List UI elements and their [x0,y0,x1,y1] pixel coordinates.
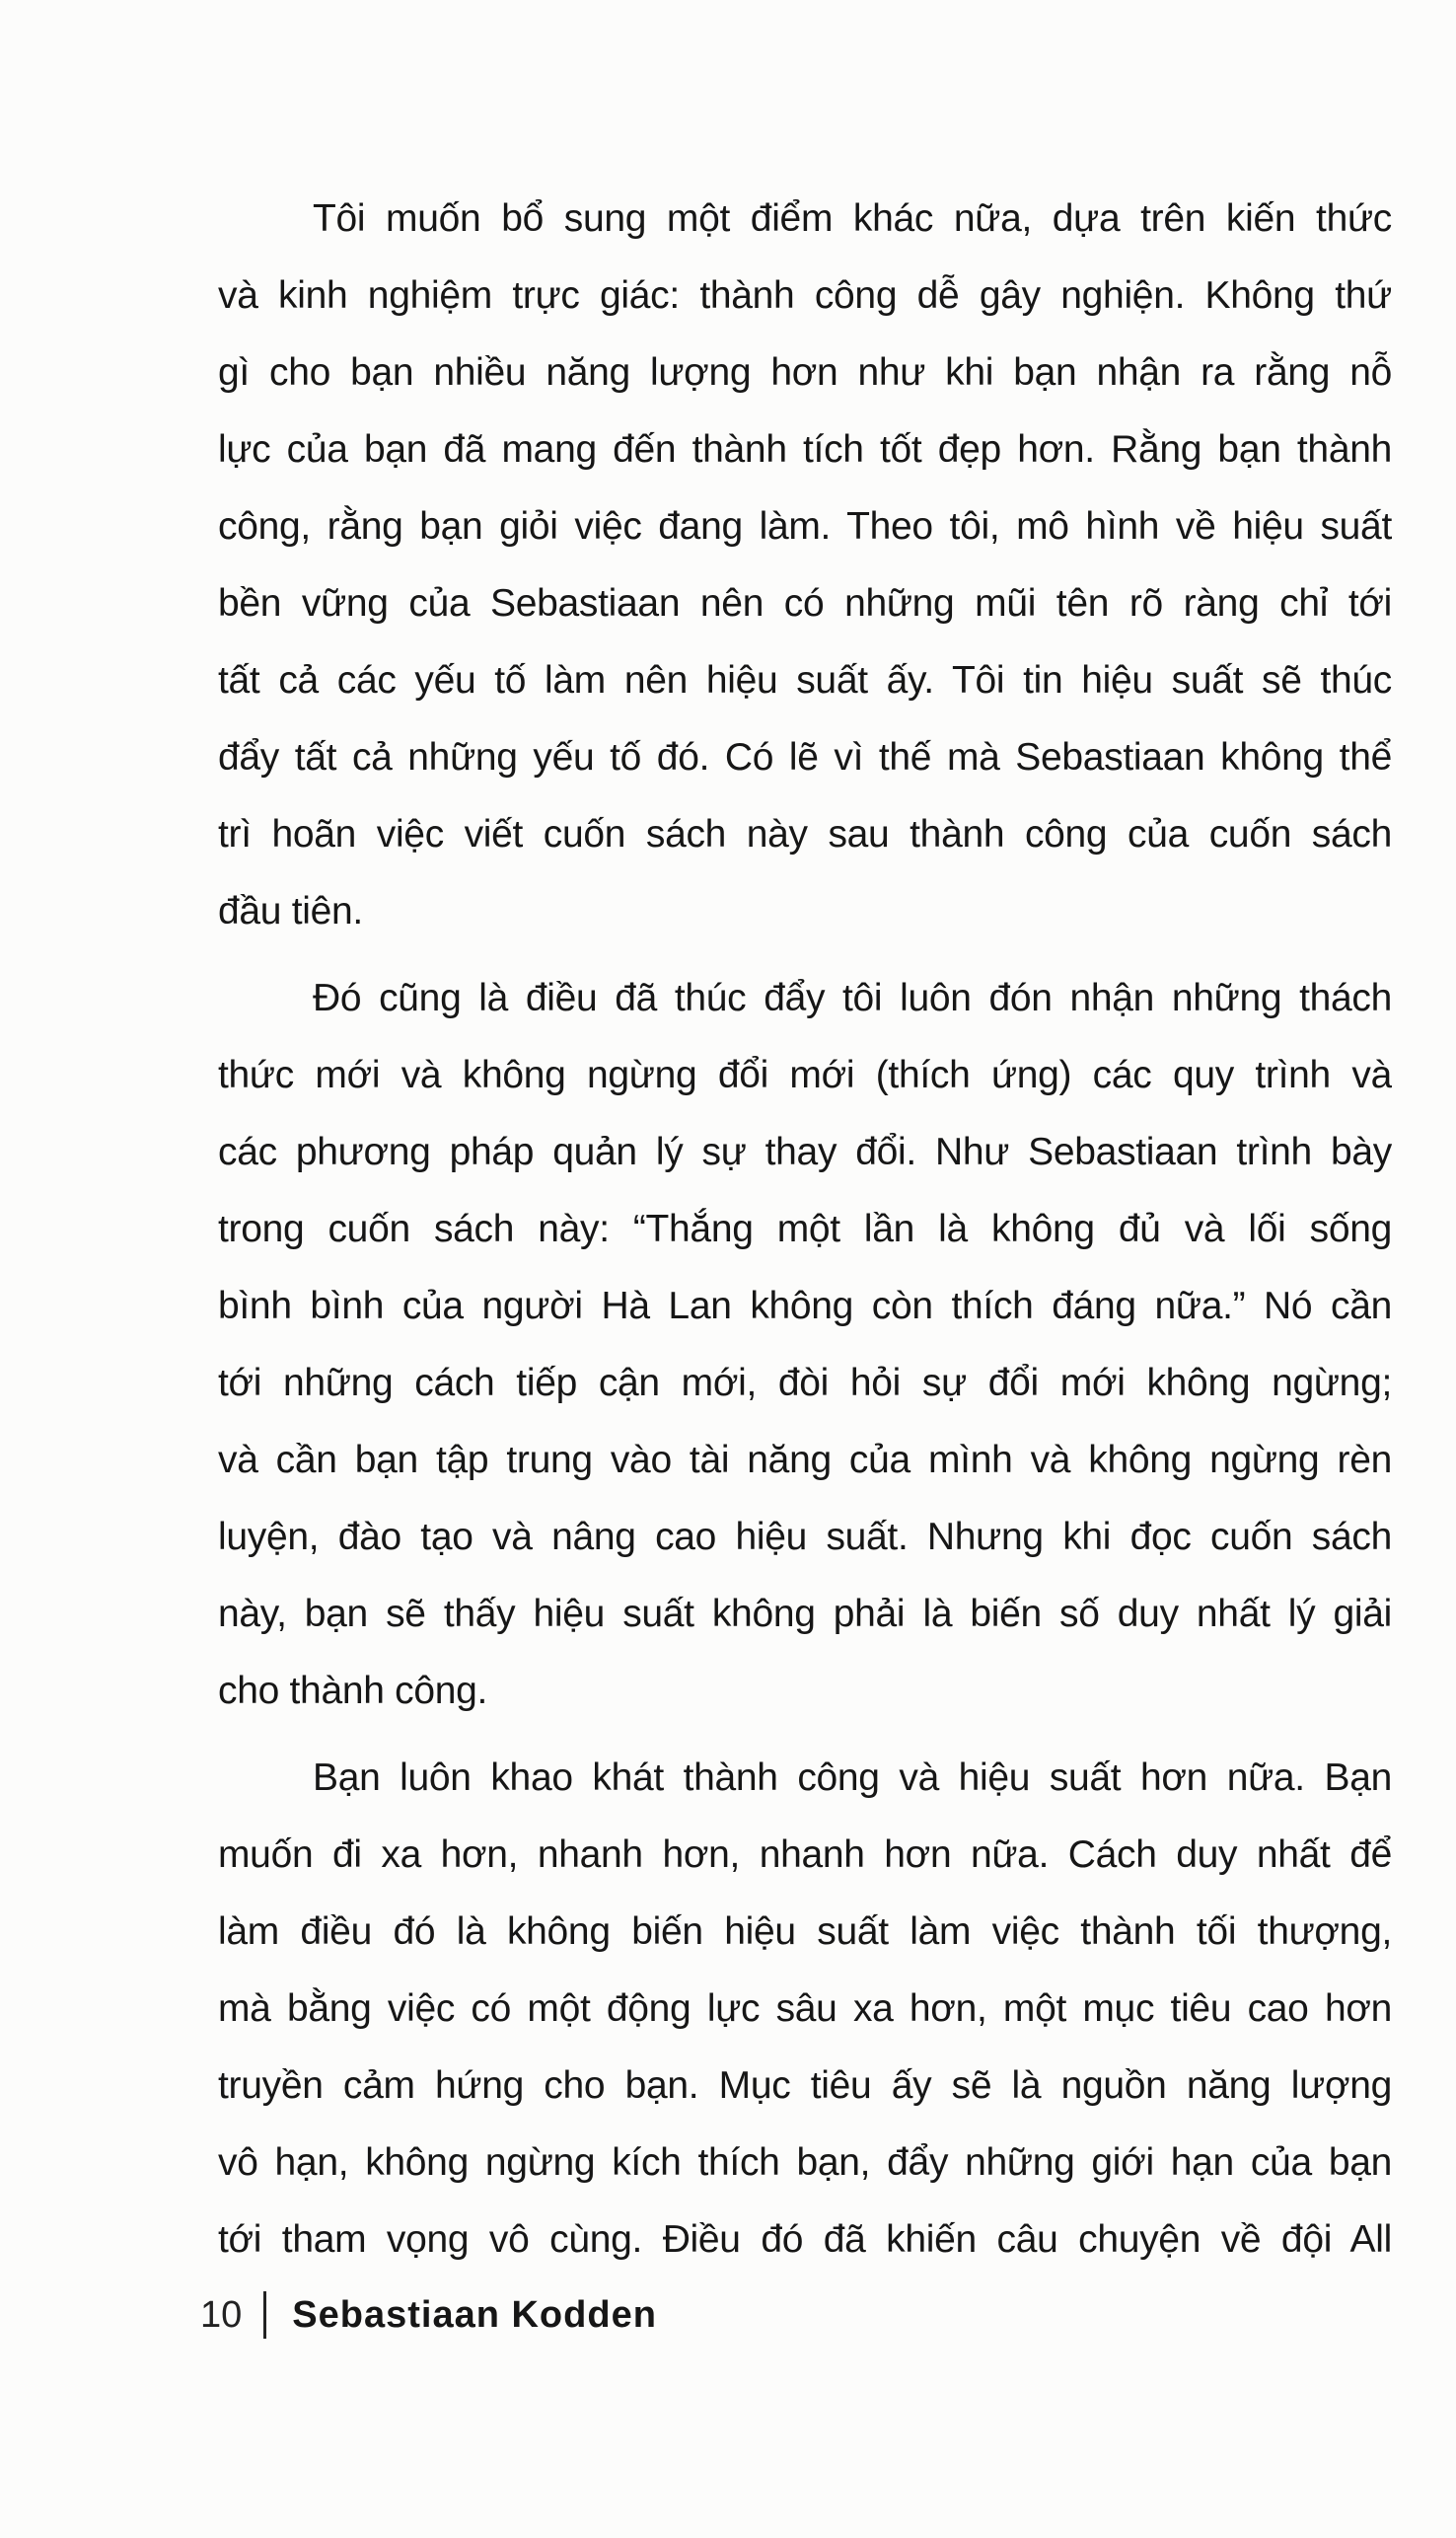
text-line: tới những cách tiếp cận mới, đòi hỏi sự đổi mới không ngừng; [218,1362,1392,1404]
text-line: Bạn luôn khao khát thành công và hiệu suất hơn nữa. Bạn [313,1756,1392,1799]
text-line: các phương pháp quản lý sự thay đổi. Như Sebastiaan trình bày [218,1131,1392,1173]
text-line: đầu tiên. [218,890,363,933]
footer-separator [263,2291,266,2339]
text-line: trì hoãn việc viết cuốn sách này sau thành công của cuốn sách [218,813,1392,856]
text-line: làm điều đó là không biến hiệu suất làm việc thành tối thượng, [218,1910,1392,1953]
text-line: Đó cũng là điều đã thúc đẩy tôi luôn đón nhận những thách [313,977,1392,1019]
text-line: thức mới và không ngừng đổi mới (thích ứng) các quy trình và [218,1054,1392,1096]
text-line: và cần bạn tập trung vào tài năng của mình và không ngừng rèn [218,1439,1392,1481]
text-line: gì cho bạn nhiều năng lượng hơn như khi bạn nhận ra rằng nỗ [218,351,1392,394]
text-line: bình bình của người Hà Lan không còn thích đáng nữa.” Nó cần [218,1285,1392,1327]
paragraph [218,1740,1392,2278]
text-line: bền vững của Sebastiaan nên có những mũi tên rõ ràng chỉ tới [218,582,1392,625]
text-line: và kinh nghiệm trực giác: thành công dễ gây nghiện. Không thứ [218,274,1392,317]
text-line: tới tham vọng vô cùng. Điều đó đã khiến câu chuyện về đội All [218,2218,1392,2261]
text-line: vô hạn, không ngừng kích thích bạn, đẩy những giới hạn của bạn [218,2141,1392,2184]
text-line: trong cuốn sách này: “Thắng một lần là không đủ và lối sống [218,1208,1392,1250]
text-line: cho thành công. [218,1670,488,1712]
text-line: luyện, đào tạo và nâng cao hiệu suất. Nhưng khi đọc cuốn sách [218,1516,1392,1558]
text-line: công, rằng bạn giỏi việc đang làm. Theo tôi, mô hình về hiệu suất [218,505,1392,548]
text-line: truyền cảm hứng cho bạn. Mục tiêu ấy sẽ là nguồn năng lượng [218,2064,1392,2107]
page-footer [200,2287,657,2343]
text-line: này, bạn sẽ thấy hiệu suất không phải là biến số duy nhất lý giải [218,1593,1392,1635]
paragraph [218,181,1392,950]
text-line: mà bằng việc có một động lực sâu xa hơn, một mục tiêu cao hơn [218,1987,1392,2030]
running-header-author: Sebastiaan Kodden [292,2293,657,2336]
text-line: muốn đi xa hơn, nhanh hơn, nhanh hơn nữa. Cách duy nhất để [218,1833,1392,1876]
page-number: 10 [200,2293,243,2336]
paragraph [218,960,1392,1730]
text-line: Tôi muốn bổ sung một điểm khác nữa, dựa trên kiến thức [313,197,1392,240]
text-line: lực của bạn đã mang đến thành tích tốt đẹp hơn. Rằng bạn thành [218,428,1392,471]
page-body [218,181,1392,2288]
text-line: đẩy tất cả những yếu tố đó. Có lẽ vì thế mà Sebastiaan không thể [218,736,1392,779]
text-line: tất cả các yếu tố làm nên hiệu suất ấy. Tôi tin hiệu suất sẽ thúc [218,659,1392,702]
